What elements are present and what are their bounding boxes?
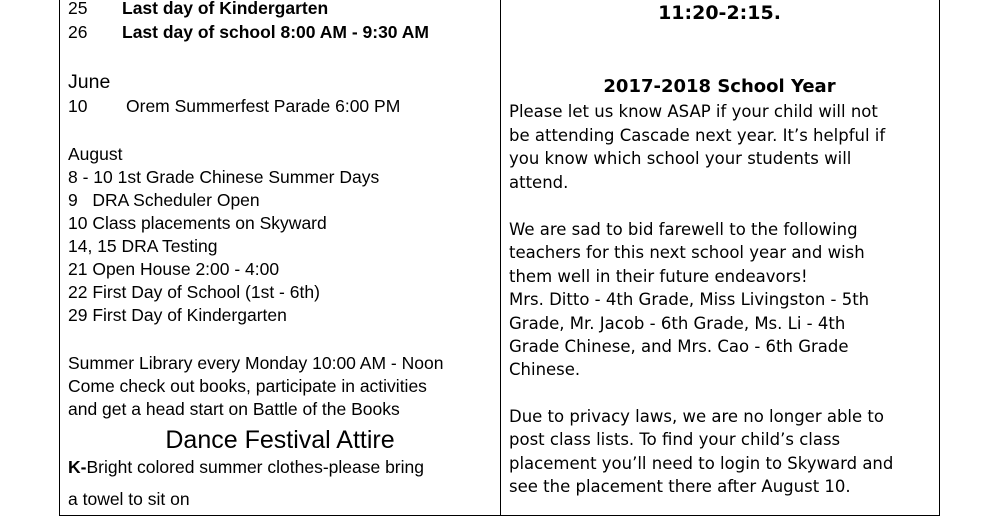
- paragraph-line: placement you’ll need to login to Skyward and: [509, 454, 894, 473]
- paragraph-line: attend.: [509, 173, 569, 192]
- calendar-entry: [68, 0, 328, 19]
- dance-k-line-2: a towel to sit on: [68, 489, 190, 509]
- calendar-column: [59, 0, 501, 516]
- entry-day: 25: [68, 0, 88, 18]
- list-item: 10 Class placements on Skyward: [68, 213, 327, 233]
- school-year-heading: 2017-2018 School Year: [603, 76, 836, 97]
- list-item: 29 First Day of Kindergarten: [68, 305, 287, 325]
- paragraph-line: them well in their future endeavors!: [509, 267, 808, 286]
- time-line: 11:20-2:15.: [658, 2, 781, 24]
- paragraph-line: Chinese.: [509, 360, 581, 379]
- entry-day: 26: [68, 22, 88, 42]
- library-line: and get a head start on Battle of the Books: [68, 399, 400, 419]
- dance-k-line: [68, 456, 424, 478]
- paragraph-line: be attending Cascade next year. It’s helpful if: [509, 126, 886, 145]
- list-item: 8 - 10 1st Grade Chinese Summer Days: [68, 167, 380, 187]
- paragraph-line: post class lists. To find your child’s class: [509, 430, 841, 449]
- calendar-entry: [68, 21, 429, 43]
- list-item: 21 Open House 2:00 - 4:00: [68, 259, 280, 279]
- entry-text: Orem Summerfest Parade 6:00 PM: [126, 96, 401, 116]
- list-item: 14, 15 DRA Testing: [68, 236, 218, 256]
- entry-day: 10: [68, 96, 88, 116]
- library-line: Come check out books, participate in activities: [68, 376, 427, 396]
- dance-festival-title: Dance Festival Attire: [165, 426, 395, 454]
- month-heading-june: June: [68, 71, 111, 93]
- list-item: [68, 189, 260, 211]
- news-column: [500, 0, 940, 516]
- paragraph-line: Please let us know ASAP if your child will not: [509, 102, 878, 121]
- paragraph-line: We are sad to bid farewell to the following: [509, 220, 858, 239]
- paragraph-line: teachers for this next school year and wish: [509, 243, 865, 262]
- entry-text: Last day of Kindergarten: [122, 0, 329, 18]
- paragraph-line: Grade Chinese, and Mrs. Cao - 6th Grade: [509, 337, 849, 356]
- paragraph-line: Mrs. Ditto - 4th Grade, Miss Livingston - 5th: [509, 290, 870, 309]
- paragraph-line: Due to privacy laws, we are no longer able to: [509, 407, 884, 426]
- paragraph-line: Grade, Mr. Jacob - 6th Grade, Ms. Li - 4th: [509, 314, 846, 333]
- k-text: Bright colored summer clothes-please bring: [86, 457, 424, 477]
- list-item-text: 9 DRA Scheduler Open: [68, 190, 260, 210]
- list-item: 22 First Day of School (1st - 6th): [68, 282, 320, 302]
- k-label: K-: [68, 457, 87, 477]
- entry-text: Last day of school 8:00 AM - 9:30 AM: [122, 22, 429, 42]
- month-heading-august: August: [68, 144, 123, 164]
- calendar-entry: [68, 95, 400, 117]
- paragraph-line: you know which school your students will: [509, 149, 852, 168]
- paragraph-line: see the placement there after August 10.: [509, 477, 851, 496]
- library-line: Summer Library every Monday 10:00 AM - Noon: [68, 353, 444, 373]
